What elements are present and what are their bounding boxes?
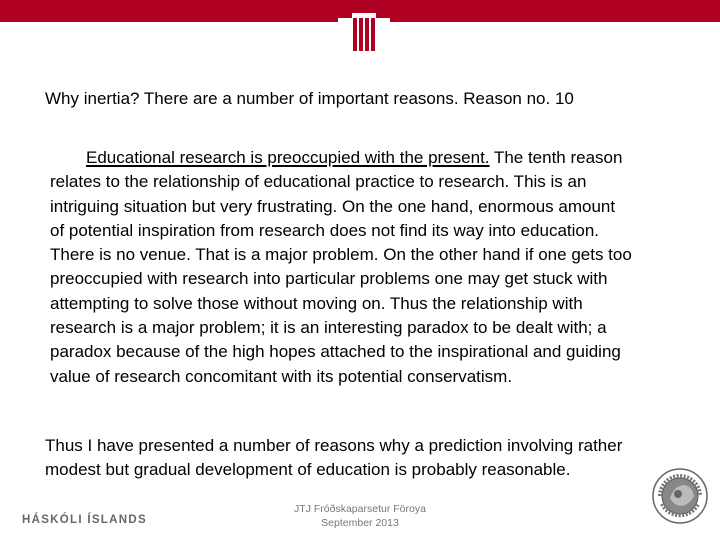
university-seal-icon [652,468,708,524]
body-line: value of research concomitant with its potential conservatism. [50,366,513,386]
body-line: intriguing situation but very frustrating. On the one hand, enormous amount [50,196,616,216]
footer-credit: JTJ Fróðskaparsetur Föroya September 2013 [294,503,426,529]
university-columns-icon [353,18,377,51]
slide-title: Why inertia? There are a number of important reasons. Reason no. 10 [45,89,574,108]
conclusion: Thus I have presented a number of reasons why a prediction involving rather modest but gradual development of education is probably reasonable. [45,436,623,480]
body-line: attempting to solve those without moving on. Thus the relationship with [50,293,583,313]
body-line: research is a major problem; it is an interesting paradox to be dealt with; a [50,318,607,338]
slide-body: Educational research is preoccupied with the present. The tenth reason relates to the relationship of educational practice to research. This is an intriguing situation but very frustrating. On the one hand, enormous amount of potential inspiration from research does not find its way into education. There is no venue. That is a major problem. On the other hand if one gets too preoccupied with research into particular problems one may get stuck with attempting to solve those without moving on. Thus the relationship with research is a major problem; it is an interesting paradox to be dealt with; a paradox because of the high hopes attached to the inspirational and guiding value of research concomitant with its potential conservatism. [50,146,632,389]
body-line: of potential inspiration from research does not find its way into education. [50,220,600,240]
body-line: paradox because of the high hopes attached to the inspirational and guiding [50,342,621,362]
body-line: There is no venue. That is a major problem. On the other hand if one gets too [50,245,632,265]
university-logo-text: HÁSKÓLI ÍSLANDS [22,514,147,526]
body-line: relates to the relationship of educational practice to research. This is an [50,172,587,192]
underlined-lead: Educational research is preoccupied with the present. [86,148,490,167]
body-line: preoccupied with research into particular problems one may get stuck with [50,269,608,289]
